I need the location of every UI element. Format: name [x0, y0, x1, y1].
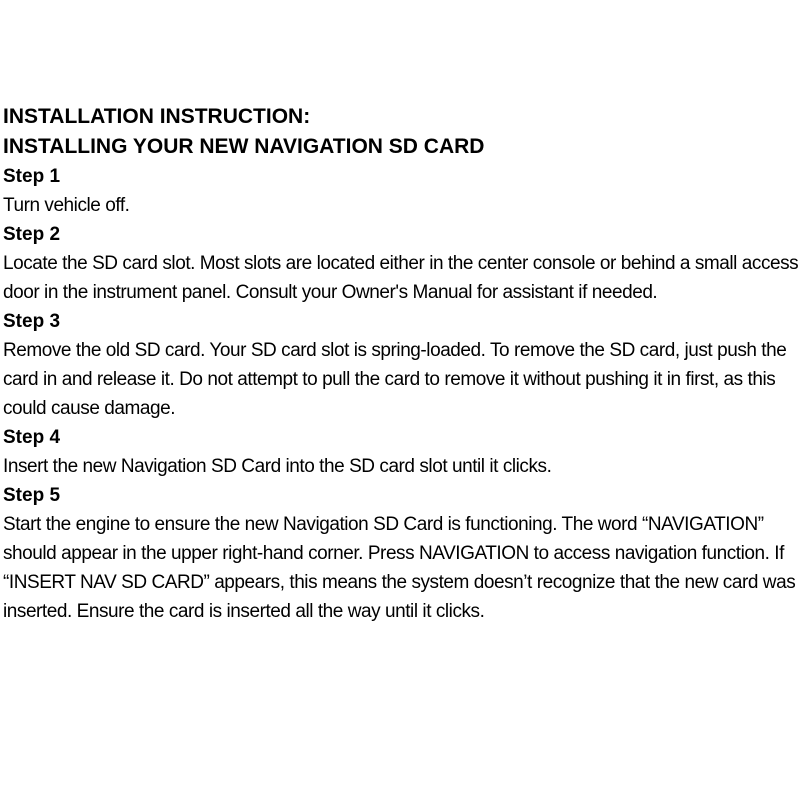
document-heading-line2: INSTALLING YOUR NEW NAVIGATION SD CARD: [3, 135, 485, 158]
instruction-document: [3, 102, 799, 626]
step-title: Step 4: [3, 427, 61, 448]
step-5: [3, 481, 799, 626]
step-body: Turn vehicle off.: [3, 195, 130, 216]
step-3: [3, 307, 799, 423]
step-1: [3, 162, 799, 220]
step-body: Start the engine to ensure the new Navigation SD Card is functioning. The word “NAVIGATION” should appear in the upper right-hand corner. Press NAVIGATION to access navigation function. If “INSERT NAV SD CARD” appears, this means the system doesn’t recognize that the new card was inserted. Ensure the card is inserted all the way until it clicks.: [3, 514, 796, 622]
step-title: Step 2: [3, 224, 61, 245]
step-body: Insert the new Navigation SD Card into the SD card slot until it clicks.: [3, 456, 552, 477]
step-body: Remove the old SD card. Your SD card slot is spring-loaded. To remove the SD card, just push the card in and release it. Do not attempt to pull the card to remove it without pushing it in first, as this could cause damage.: [3, 340, 787, 419]
step-title: Step 3: [3, 311, 61, 332]
step-2: [3, 220, 799, 307]
step-title: Step 1: [3, 166, 61, 187]
step-4: [3, 423, 799, 481]
step-title: Step 5: [3, 485, 61, 506]
document-heading-line1: INSTALLATION INSTRUCTION:: [3, 105, 311, 128]
step-body: Locate the SD card slot. Most slots are located either in the center console or behind a small access door in the instrument panel. Consult your Owner's Manual for assistant if needed.: [3, 253, 799, 303]
